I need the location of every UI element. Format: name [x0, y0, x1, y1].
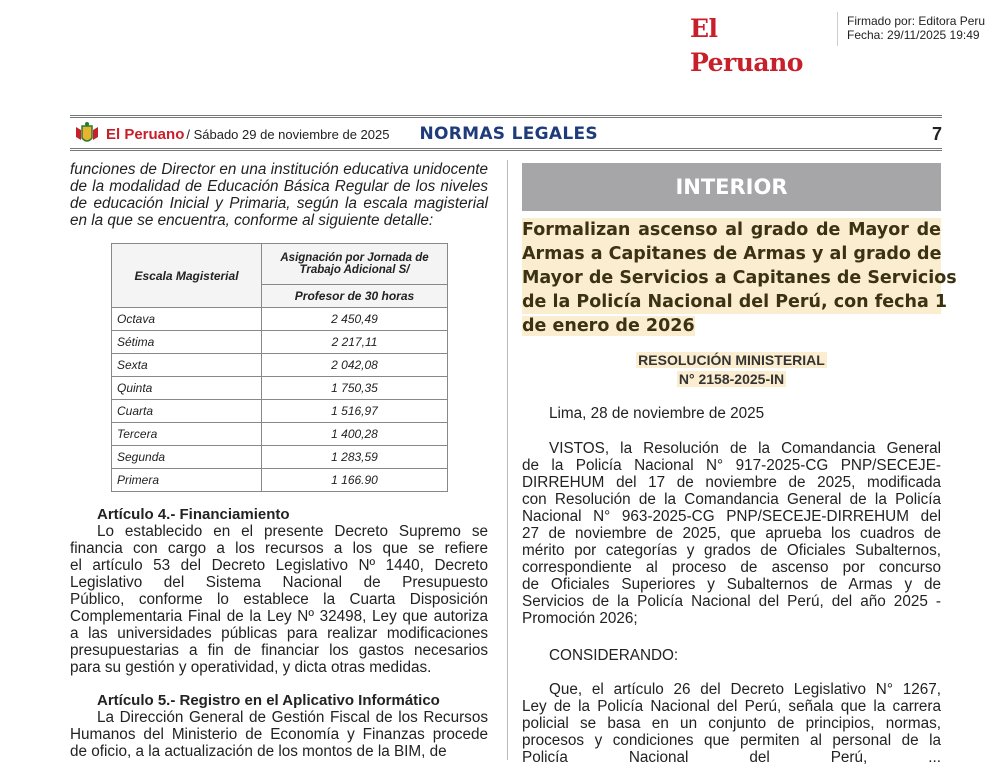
amount-cell: 1 283,59 — [262, 446, 448, 469]
text-line: Que, el artículo 26 del Decreto Legislativo N° 1267, — [549, 681, 941, 698]
text-line: para su gestión y operatividad, y dicta otras medidas. — [70, 659, 432, 676]
text-line: Complementaria Final de la Ley Nº 32498, Ley que autoriza — [70, 608, 488, 625]
column-header: Escala Magisterial — [112, 244, 262, 308]
scale-cell: Tercera — [112, 423, 262, 446]
place-date: Lima, 28 de noviembre de 2025 — [549, 405, 765, 422]
title-line: Formalizan ascenso al grado de Mayor de — [522, 220, 941, 240]
left-intro — [70, 161, 488, 229]
text-line: Ley de la Policía Nacional del Perú, señala que la carrera — [522, 698, 941, 715]
amount-cell: 1 166.90 — [262, 469, 448, 492]
text-line: Legislativo del Sistema Nacional de Presupuesto — [70, 574, 488, 591]
text-line: financia con cargo a los recursos a los que se refiere — [70, 540, 488, 557]
salary-table — [111, 243, 448, 492]
section-title: NORMAS LEGALES — [419, 124, 598, 144]
text-line: de Oficiales Superiores y Subalternos de Armas y de — [522, 576, 941, 593]
amount-cell: 1 750,35 — [262, 377, 448, 400]
table-row — [112, 469, 448, 492]
amount-cell: 1 400,28 — [262, 423, 448, 446]
article-heading: Artículo 5.- Registro en el Aplicativo Informático — [97, 692, 440, 709]
table-row — [112, 400, 448, 423]
text-line: Promoción 2026; — [522, 610, 638, 627]
resolution-number: N° 2158-2025-IN — [678, 371, 785, 387]
text-line: Humanos del Ministerio de Economía y Finanzas procede — [70, 726, 488, 743]
scale-cell: Primera — [112, 469, 262, 492]
title-line: Armas a Capitanes de Armas y al grado de — [522, 244, 942, 264]
text-line: en la que se encuentra, conforme al siguiente detalle: — [70, 212, 434, 229]
text-line: funciones de Director en una institución educativa unidocente — [70, 161, 488, 178]
section-banner: INTERIOR — [522, 163, 941, 211]
header-rule-top — [70, 115, 942, 118]
title-line: Mayor de Servicios a Capitanes de Servicios — [522, 268, 957, 288]
table-row — [112, 308, 448, 331]
text-line: VISTOS, la Resolución de la Comandancia General — [549, 440, 941, 457]
table-row — [112, 423, 448, 446]
brand-name: El Peruano — [106, 125, 185, 143]
article-4 — [70, 506, 488, 676]
table-row — [112, 377, 448, 400]
scale-cell: Cuarta — [112, 400, 262, 423]
text-line: presupuestarias a fin de financiar los gastos necesarios — [70, 642, 488, 659]
column-divider — [507, 160, 508, 760]
text-line: Policía Nacional del Perú, ... — [522, 749, 941, 766]
table-row — [112, 331, 448, 354]
scale-cell: Octava — [112, 308, 262, 331]
text-line: Público, conforme lo establece la Cuarta Disposición — [70, 591, 488, 608]
text-line: correspondiente al proceso de ascenso por concurso — [522, 559, 941, 576]
title-line: de la Policía Nacional del Perú, con fecha 1 — [522, 292, 948, 312]
article-heading: Artículo 4.- Financiamiento — [97, 506, 290, 523]
table-row — [112, 446, 448, 469]
text-line: Nacional N° 963-2025-CG PNP/SECEJE-DIRREHUM del — [522, 508, 941, 525]
scale-cell: Segunda — [112, 446, 262, 469]
text-line: de la Policía Nacional N° 917-2025-CG PNP/SECEJE- — [522, 457, 941, 474]
amount-cell: 2 450,49 — [262, 308, 448, 331]
amount-cell: 2 042,08 — [262, 354, 448, 377]
text-line: Servicios de la Policía Nacional del Perú, del año 2025 - — [522, 593, 941, 610]
text-line: 27 de noviembre de 2025, que aprueba los cuadros de — [522, 525, 941, 542]
text-line: a las universidades públicas para realizar modificaciones — [70, 625, 488, 642]
column-subheader: Profesor de 30 horas — [262, 285, 448, 308]
header-rule-bottom — [70, 148, 942, 151]
text-line: de oficio, a la actualización de los montos de la BIM, de — [70, 743, 447, 760]
right-body — [522, 405, 941, 766]
table-row — [112, 354, 448, 377]
text-line: con Resolución de la Comandancia General de la Policía — [522, 491, 941, 508]
text-line: La Dirección General de Gestión Fiscal de los Recursos — [97, 709, 488, 726]
page-number: 7 — [931, 123, 942, 144]
amount-cell: 2 217,11 — [262, 331, 448, 354]
text-line: de educación Inicial y Primaria, según la escala magisterial — [70, 195, 488, 212]
text-line: Lo establecido en el presente Decreto Supremo se — [97, 523, 488, 540]
signed-by: Firmado por: Editora Peru — [847, 14, 986, 28]
title-line: de enero de 2026 — [522, 316, 695, 336]
scale-cell: Sexta — [112, 354, 262, 377]
el-peruano-logo: El Peruano — [690, 12, 838, 46]
considerando-heading: CONSIDERANDO: — [549, 647, 679, 664]
text-line: mérito por categorías y grados de Oficiales Subalternos, — [522, 542, 941, 559]
text-line: policial se basa en un conjunto de principios, normas, — [522, 715, 941, 732]
issue-date: / Sábado 29 de noviembre de 2025 — [186, 126, 390, 142]
article-title — [522, 218, 957, 338]
resolution-label: RESOLUCIÓN MINISTERIAL — [638, 352, 825, 368]
page-header — [74, 120, 944, 148]
resolution-heading — [522, 351, 941, 389]
text-line: procesos y condiciones que permiten al personal de la — [522, 732, 941, 749]
text-line: el artículo 53 del Decreto Legislativo Nº 1440, Decreto — [70, 557, 488, 574]
article-5 — [70, 692, 488, 760]
column-header: Asignación por Jornada de Trabajo Adicional S/ — [262, 244, 448, 285]
text-line: DIRREHUM del 17 de noviembre de 2025, modificada — [522, 474, 941, 491]
scale-cell: Sétima — [112, 331, 262, 354]
scale-cell: Quinta — [112, 377, 262, 400]
digital-signature — [847, 14, 985, 42]
coat-of-arms-icon — [74, 121, 100, 147]
amount-cell: 1 516,97 — [262, 400, 448, 423]
signature-date: Fecha: 29/11/2025 19:49 — [847, 28, 980, 42]
text-line: de la modalidad de Educación Básica Regular de los niveles — [70, 178, 488, 195]
